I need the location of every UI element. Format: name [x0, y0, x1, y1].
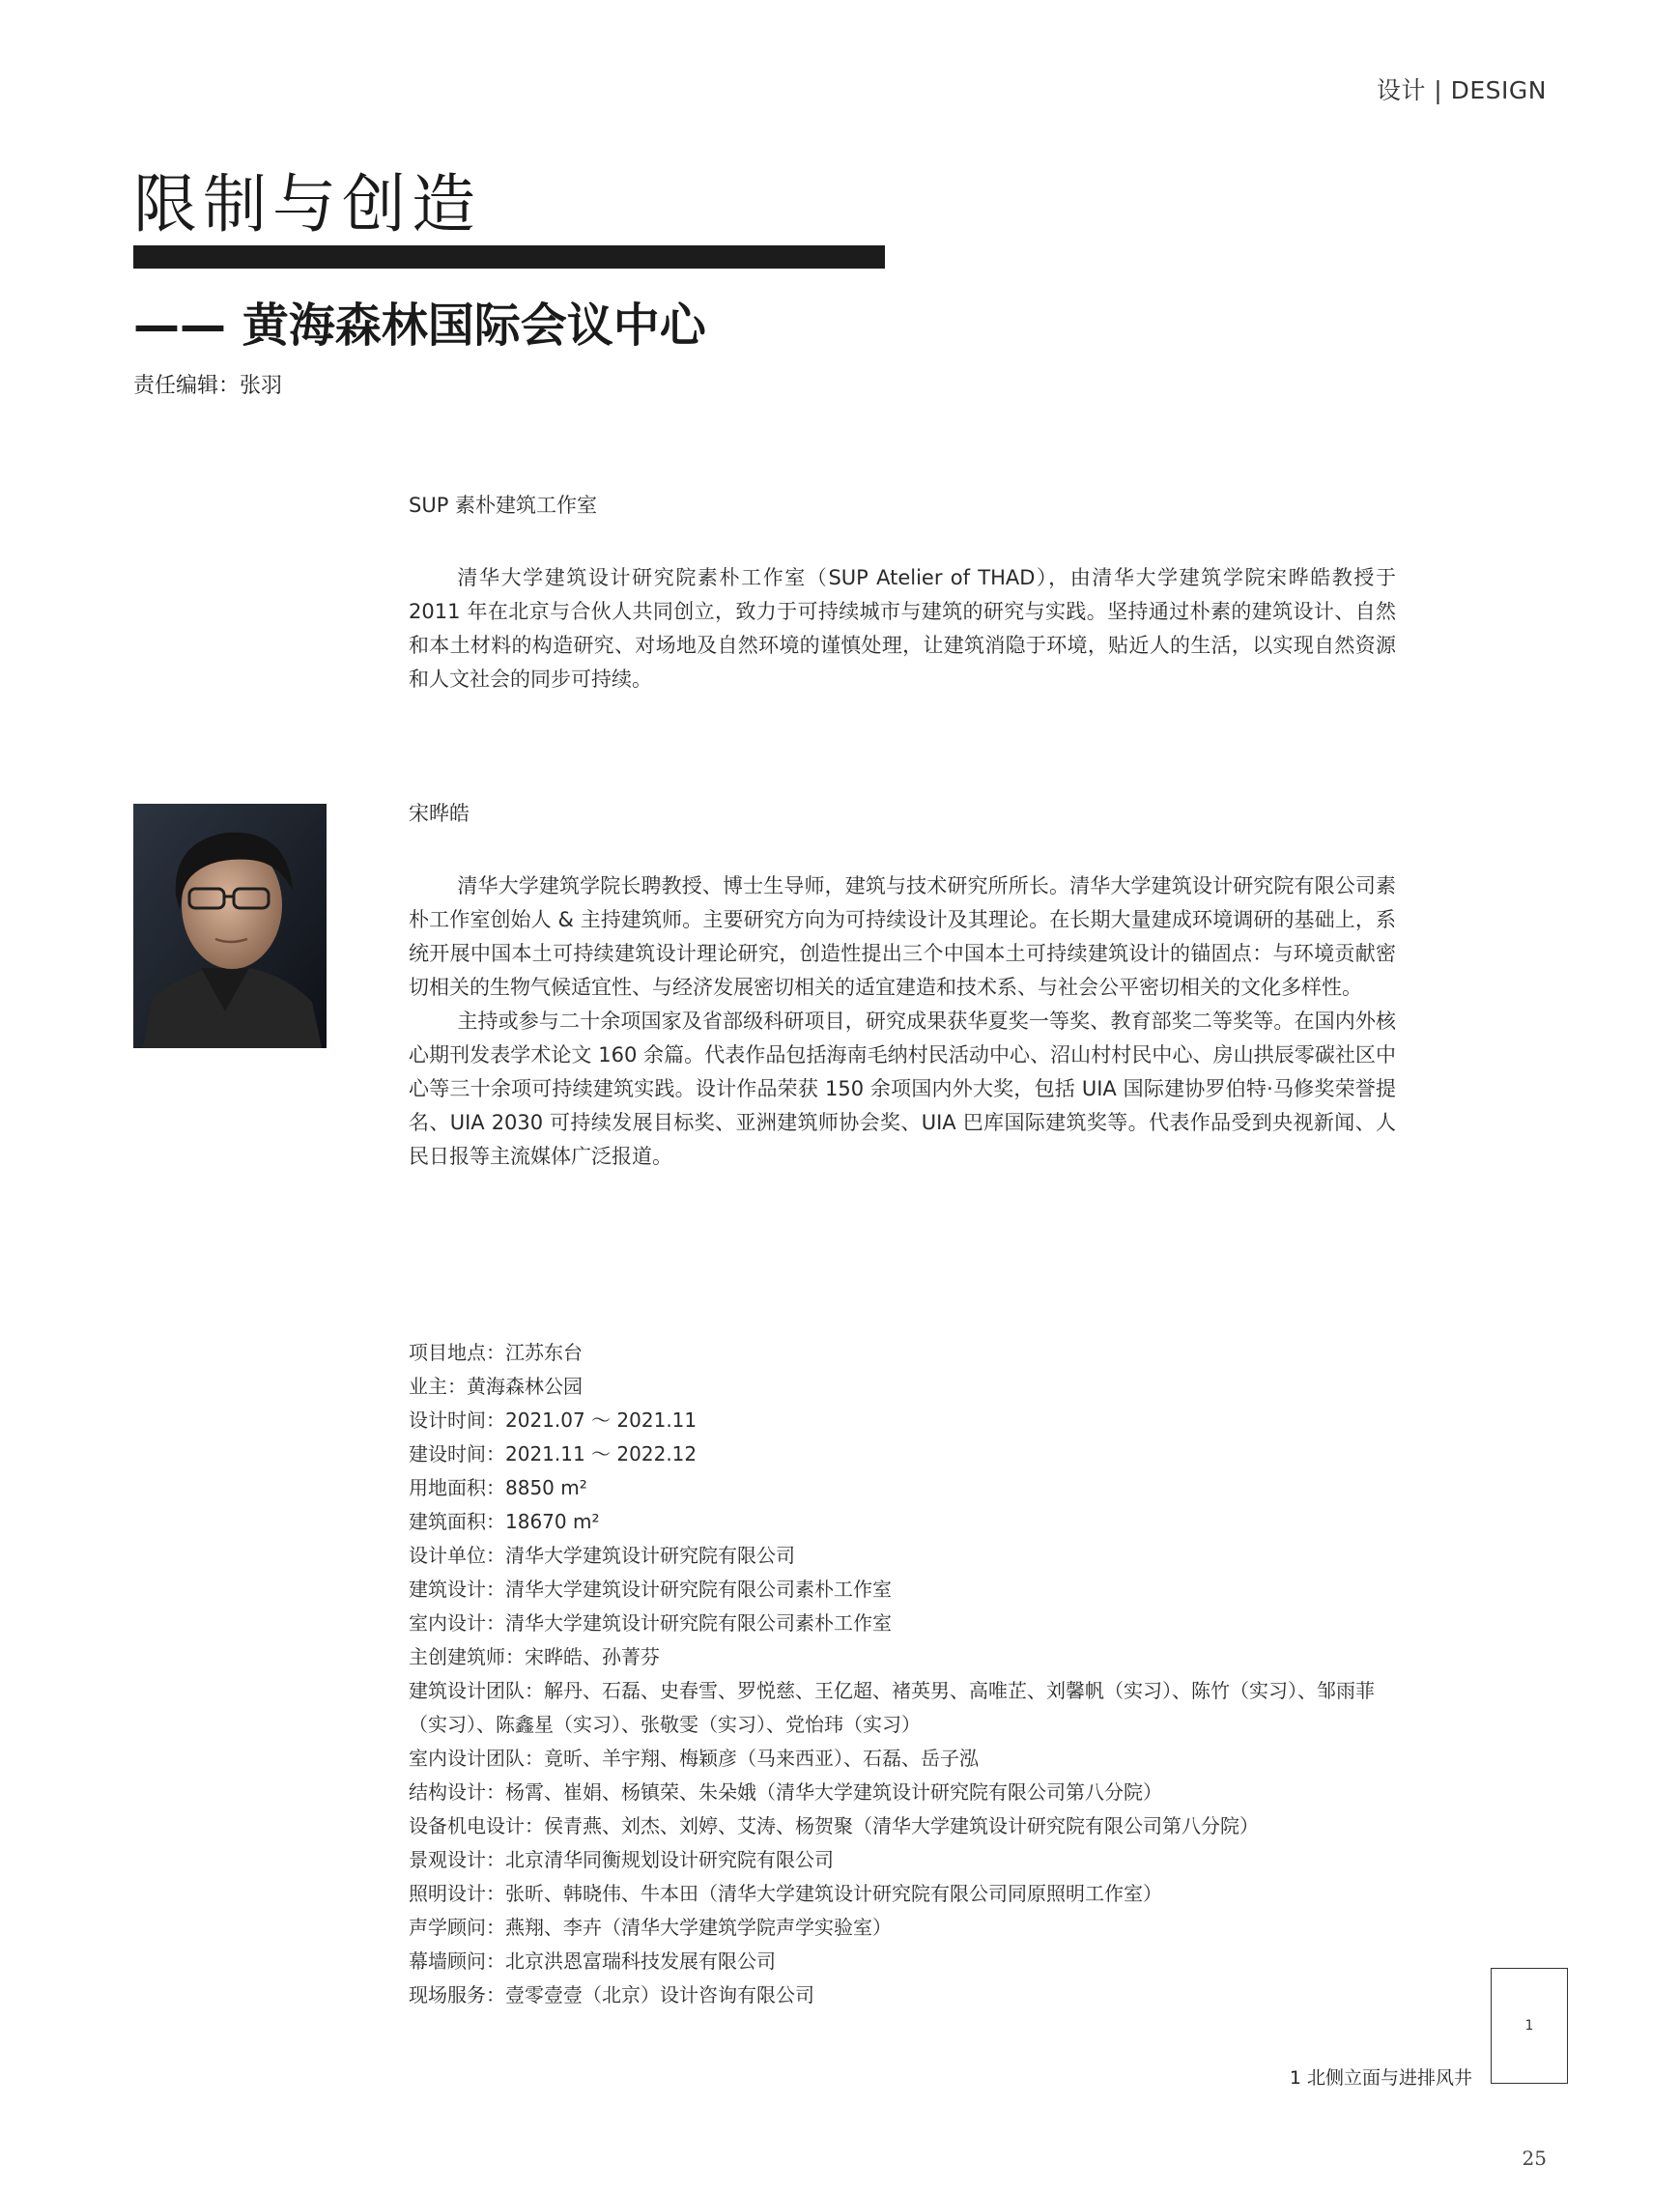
credit-row: 建筑设计：清华大学建筑设计研究院有限公司素朴工作室	[409, 1578, 892, 1601]
portrait-image	[133, 804, 327, 1048]
studio-heading: SUP 素朴建筑工作室	[409, 494, 598, 517]
credit-row: 设计单位：清华大学建筑设计研究院有限公司	[409, 1544, 795, 1567]
credit-row: 现场服务：壹零壹壹（北京）设计咨询有限公司	[409, 1983, 814, 2006]
architect-bio-paragraph-2: 主持或参与二十余项国家及省部级科研项目，研究成果获华夏奖一等奖、教育部奖二等奖等。在国内外核心期刊发表学术论文 160 余篇。代表作品包括海南毛纳村民活动中心、沼山村村民中心、房山拱辰零碳社区中心等三十余项可持续建筑实践。设计作品荣获 150 余项国内外大奖，包括 UIA 国际建协罗伯特·马修奖荣誉提名、UIA 2030 可持续发展目标奖、亚洲建筑师协会奖、UIA 巴库国际建筑奖等。代表作品受到央视新闻、人民日报等主流媒体广泛报道。	[409, 1010, 1396, 1168]
article-subtitle: —— 黄海森林国际会议中心	[133, 299, 706, 353]
page-number: 25	[1522, 2147, 1547, 2170]
credit-row: 幕墙顾问：北京洪恩富瑞科技发展有限公司	[409, 1949, 776, 1973]
credit-row: 景观设计：北京清华同衡规划设计研究院有限公司	[409, 1848, 834, 1871]
architect-name: 宋晔皓	[409, 802, 470, 825]
credit-row: 建筑面积：18670 m²	[409, 1510, 600, 1533]
studio-section	[409, 489, 1396, 697]
credit-row: 室内设计团队：竟昕、羊宇翔、梅颖彦（马来西亚）、石磊、岳子泓	[409, 1747, 979, 1770]
credit-row: 声学顾问：燕翔、李卉（清华大学建筑学院声学实验室）	[409, 1916, 892, 1939]
credit-row: 室内设计：清华大学建筑设计研究院有限公司素朴工作室	[409, 1611, 892, 1635]
credit-row: 用地面积：8850 m²	[409, 1476, 587, 1499]
section-tag: 设计 | DESIGN	[1376, 76, 1547, 104]
credit-row: 建筑设计团队：解丹、石磊、史春雪、罗悦慈、王亿超、褚英男、高唯芷、刘馨帆（实习）、陈竹（实习）、邹雨菲（实习）、陈鑫星（实习）、张敬雯（实习）、党怡玮（实习）	[409, 1679, 1375, 1736]
editor-credit: 责任编辑：张羽	[133, 374, 283, 398]
credit-row: 建设时间：2021.11 ～ 2022.12	[409, 1442, 698, 1465]
architect-portrait	[133, 804, 327, 1048]
studio-paragraph: 清华大学建筑设计研究院素朴工作室（SUP Atelier of THAD），由清华大学建筑学院宋晔皓教授于 2011 年在北京与合伙人共同创立，致力于可持续城市与建筑的研究与实践。坚持通过朴素的建筑设计、自然和本土材料的构造研究、对场地及自然环境的谨慎处理，让建筑消隐于环境，贴近人的生活，以实现自然资源和人文社会的同步可持续。	[409, 566, 1396, 691]
title-underline-bar	[133, 245, 885, 269]
architect-section	[409, 797, 1396, 1174]
article-title: 限制与创造	[133, 167, 481, 242]
credit-row: 主创建筑师：宋晔皓、孙菁芬	[409, 1645, 660, 1668]
credit-row: 业主：黄海森林公园	[409, 1375, 583, 1398]
credit-row: 结构设计：杨霄、崔娟、杨镇荣、朱朵娥（清华大学建筑设计研究院有限公司第八分院）	[409, 1780, 1162, 1804]
figure-caption: 1 北侧立面与进排风井	[1289, 2067, 1472, 2089]
credit-row: 设计时间：2021.07 ～ 2021.11	[409, 1408, 698, 1432]
credit-row: 照明设计：张昕、韩晓伟、牛本田（清华大学建筑设计研究院有限公司同原照明工作室）	[409, 1882, 1162, 1905]
credit-row: 项目地点：江苏东台	[409, 1341, 583, 1364]
architect-bio-paragraph-1: 清华大学建筑学院长聘教授、博士生导师，建筑与技术研究所所长。清华大学建筑设计研究院有限公司素朴工作室创始人 & 主持建筑师。主要研究方向为可持续设计及其理论。在长期大量建成环境调研的基础上，系统开展中国本土可持续建筑设计理论研究，创造性提出三个中国本土可持续建筑设计的锚固点：与环境贡献密切相关的生物气候适宜性、与经济发展密切相关的适宜建造和技术系、与社会公平密切相关的文化多样性。	[409, 874, 1396, 999]
credit-row: 设备机电设计：侯青燕、刘杰、刘婷、艾涛、杨贺聚（清华大学建筑设计研究院有限公司第八分院）	[409, 1814, 1259, 1837]
project-credits	[409, 1336, 1404, 2012]
figure-number: 1	[1524, 2018, 1534, 2034]
